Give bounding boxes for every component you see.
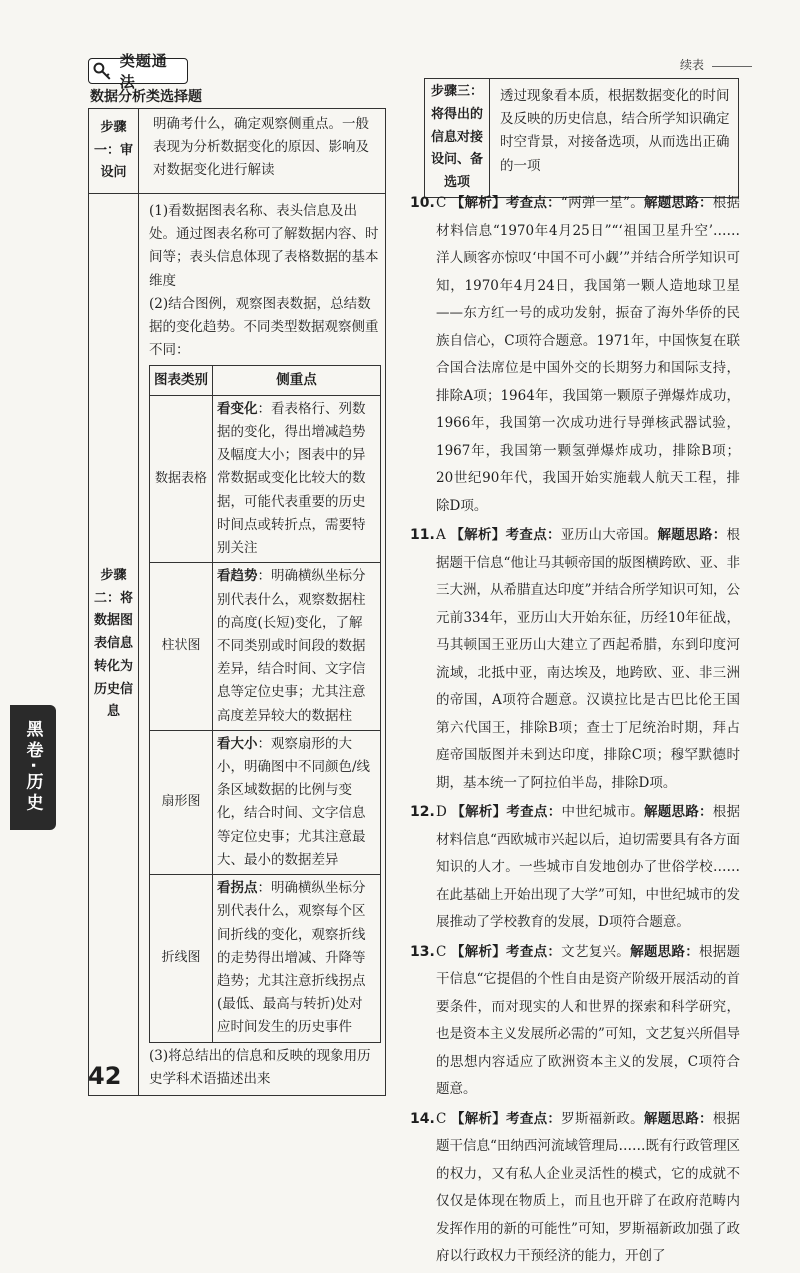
answer-item xyxy=(410,522,740,797)
chart-type-name: 柱状图 xyxy=(150,563,213,731)
chart-type-focus xyxy=(213,730,381,874)
answer-text: 根据题干信息“田纳西河流域管理局……既有行政管理区的权力，又有私人企业灵活性的模式，它的成就不仅仅是体现在物质上，而且也开辟了在政府范畴内发挥作用的新的可能性”可知，罗斯福新政加强了政府以行政权力干预经济的能力，开创了 xyxy=(436,1110,741,1264)
key-point-label: 考查点： xyxy=(506,804,562,820)
category-tag-label: 类题通法 xyxy=(119,52,168,91)
step2-body xyxy=(139,194,386,1096)
answer-letter: C xyxy=(436,195,447,211)
answer-item xyxy=(410,190,740,520)
key-point: 文艺复兴。 xyxy=(561,943,631,960)
chart-type-header-type: 图表类别 xyxy=(150,365,213,395)
answer-text: 根据题干信息“他让马其顿帝国的版图横跨欧、亚、非三大洲，从希腊直达印度”并结合所学知识可知，公元前334年，亚历山大开始东征，历经10年征战，马其顿国王亚历山大建立了西起希腊，东到印度河流域，北抵中亚，南达埃及，地跨欧、亚、非三洲的帝国，A项符合题意。汉谟拉比是古巴比伦王国第六代国王，排除B项；查士丁尼统治时期，拜占庭帝国版图并未到达印度，排除C项；穆罕默德时期，基本统一了阿拉伯半岛，排除D项。 xyxy=(436,527,741,791)
answer-number: 11. xyxy=(410,527,435,543)
category-tag xyxy=(88,52,188,91)
chart-type-focus xyxy=(213,395,381,563)
key-point: 中世纪城市。 xyxy=(561,804,644,820)
chart-type-header xyxy=(150,365,381,395)
answer-number: 14. xyxy=(410,1110,435,1127)
answer-number: 13. xyxy=(410,943,435,960)
step3-row xyxy=(425,79,739,198)
key-point: 罗斯福新政。 xyxy=(561,1110,644,1127)
answer-text: 根据题干信息“它提倡的个性自由是资产阶级开展活动的首要条件，而对现实的人和世界的探索和科学研究，也是资本主义发展所必需的”可知，文艺复兴所倡导的思想内容适应了欧洲资本主义的发展，C项符合题意。 xyxy=(436,943,741,1097)
key-point-label: 考查点： xyxy=(506,943,562,960)
answer-list xyxy=(410,190,740,1273)
answer-letter: D xyxy=(436,804,447,820)
analysis-tag: 【解析】 xyxy=(450,195,506,211)
chart-type-row xyxy=(150,875,381,1043)
step2-point2: (2)结合图例，观察图表数据，总结数据的变化趋势。不同类型数据观察侧重不同： xyxy=(149,295,379,359)
chart-type-row xyxy=(150,730,381,874)
chart-type-focus xyxy=(213,875,381,1043)
step3-table xyxy=(424,78,739,198)
answer-item xyxy=(410,799,740,937)
side-tab-label: 黑卷·历史 xyxy=(22,720,43,815)
chart-type-text: ：明确横纵坐标分别代表什么，观察每个区间折线的变化，观察折线的走势得出增减、升降等趋势；尤其注意折线拐点(最低、最高与转折)处对应时间发生的历史事件 xyxy=(217,880,366,1036)
answer-item xyxy=(410,939,740,1104)
thinking-label: 解题思路： xyxy=(644,195,713,211)
key-point-label: 考查点： xyxy=(505,527,561,543)
page-number: 42 xyxy=(88,1062,122,1090)
key-point-label: 考查点： xyxy=(505,195,561,211)
chart-type-header-focus: 侧重点 xyxy=(213,365,381,395)
continued-divider xyxy=(712,66,752,67)
step2-point1: (1)看数据图表名称、表头信息及出处。通过图表名称可了解数据内容、时间等；表头信息体现了表格数据的基本维度 xyxy=(149,203,379,289)
chart-type-key: 看拐点 xyxy=(217,880,258,897)
key-point: 亚历山大帝国。 xyxy=(560,527,658,543)
thinking-label: 解题思路： xyxy=(630,943,699,960)
step1-text: 明确考什么，确定观察侧重点。一般表现为分析数据变化的原因、影响及对数据变化进行解读 xyxy=(139,109,386,194)
analysis-tag: 【解析】 xyxy=(450,1110,507,1127)
chart-type-row xyxy=(150,395,381,563)
thinking-label: 解题思路： xyxy=(643,1110,713,1127)
continued-label: 续表 xyxy=(680,58,705,72)
answer-text: 根据材料信息“1970年4月25日”“‘祖国卫星升空’……洋人顾客亦惊叹‘中国不可小觑’”并结合所学知识可知，1970年4月24日，我国第一颗人造地球卫星——东方红一号的成功发射，振奋了海外华侨的民族自信心，C项符合题意。1971年，中国恢复在联合国合法席位是中国外交的长期努力和国际支持，排除A项；1964年，我国第一颗原子弹爆炸成功，1966年，我国第一次成功进行导弹核武器试验，1967年，我国第一颗氢弹爆炸成功，排除B项；20世纪90年代，我国开始实施载人航天工程，排除D项。 xyxy=(436,195,741,514)
chart-type-text: ：明确横纵坐标分别代表什么，观察数据柱的高度(长短)变化，了解不同类别或时间段的数据差异，结合时间、文字信息等定位史事；尤其注意高度差异较大的数据柱 xyxy=(217,568,366,724)
step2-point3: (3)将总结出的信息和反映的现象用历史学科术语描述出来 xyxy=(149,1047,371,1087)
key-point-label: 考查点： xyxy=(506,1110,562,1127)
answer-text: 根据材料信息“西欧城市兴起以后，迫切需要具有各方面知识的人才。一些城市自发地创办了世俗学校……在此基础上开始出现了大学”可知，中世纪城市的发展推动了学校教育的发展，D项符合题意。 xyxy=(436,804,741,930)
chart-type-name: 扇形图 xyxy=(150,730,213,874)
step2-label: 步骤二：将数据图表信息转化为历史信息 xyxy=(89,194,139,1096)
step2-row xyxy=(89,194,386,1096)
chart-type-name: 数据表格 xyxy=(150,395,213,563)
section-title: 数据分析类选择题 xyxy=(90,89,202,105)
analysis-tag: 【解析】 xyxy=(451,804,507,820)
answer-letter: C xyxy=(436,943,447,960)
answer-letter: A xyxy=(436,527,446,543)
chart-type-key: 看变化 xyxy=(217,400,258,417)
chart-type-text: ：看表格行、列数据的变化，得出增减趋势及幅度大小；图表中的异常数据或变化比较大的数据，可能代表重要的历史时间点或转折点，需要特别关注 xyxy=(217,400,366,557)
chart-type-key: 看大小 xyxy=(217,735,258,752)
answer-item xyxy=(410,1106,740,1271)
chart-type-text: ：观察扇形的大小，明确图中不同颜色/线条区域数据的比例与变化，结合时间、文字信息等定位史事；尤其注意最大、最小的数据差异 xyxy=(217,735,371,868)
step1-label: 步骤一：审设问 xyxy=(89,109,139,194)
thinking-label: 解题思路： xyxy=(644,804,713,820)
key-point: “两弹一星”。 xyxy=(560,195,644,211)
method-table xyxy=(88,108,386,1096)
analysis-tag: 【解析】 xyxy=(450,527,506,543)
answer-number: 10. xyxy=(410,195,435,211)
chart-type-table xyxy=(149,365,381,1043)
chart-type-name: 折线图 xyxy=(150,875,213,1043)
chart-type-row xyxy=(150,563,381,731)
step3-text: 透过现象看本质，根据数据变化的时间及反映的历史信息，结合所学知识确定时空背景，对接备选项，从而选出正确的一项 xyxy=(490,79,739,198)
answer-letter: C xyxy=(436,1110,447,1127)
step1-row xyxy=(89,109,386,194)
chart-type-focus xyxy=(213,563,381,731)
answer-number: 12. xyxy=(410,804,435,820)
thinking-label: 解题思路： xyxy=(657,527,727,543)
side-tab xyxy=(10,705,56,830)
chart-type-key: 看趋势 xyxy=(217,568,258,585)
key-icon xyxy=(92,60,114,82)
analysis-tag: 【解析】 xyxy=(450,943,507,960)
step3-label: 步骤三：将得出的信息对接设问、备选项 xyxy=(425,79,490,198)
